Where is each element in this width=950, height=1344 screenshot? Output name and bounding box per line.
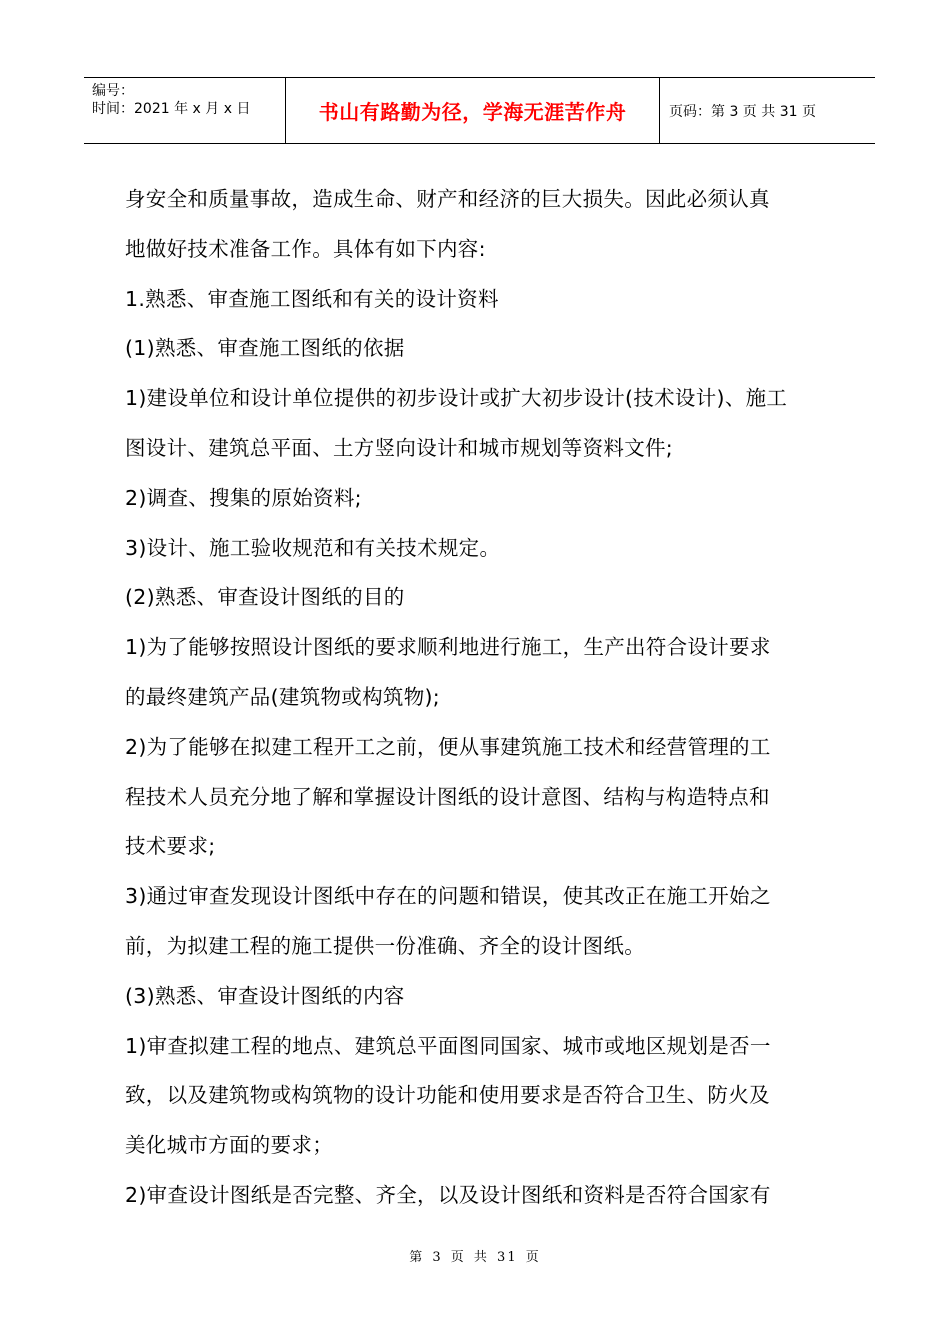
document-body [125, 175, 845, 1221]
body-line: 图设计、建筑总平面、土方竖向设计和城市规划等资料文件; [125, 435, 674, 460]
subsection-heading: (2)熟悉、审查设计图纸的目的 [125, 585, 405, 610]
header-meta [84, 78, 285, 143]
body-line: 3)设计、施工验收规范和有关技术规定。 [125, 535, 501, 560]
body-line: 技术要求; [125, 834, 216, 859]
body-line: 2)为了能够在拟建工程开工之前，便从事建筑施工技术和经营管理的工 [125, 734, 771, 759]
body-line: 地做好技术准备工作。具体有如下内容: [125, 236, 486, 261]
body-line: 美化城市方面的要求； [125, 1133, 333, 1158]
body-line: 1)审查拟建工程的地点、建筑总平面图同国家、城市或地区规划是否一 [125, 1033, 771, 1058]
subsection-heading: (3)熟悉、审查设计图纸的内容 [125, 983, 405, 1008]
subsection-heading: (1)熟悉、审查施工图纸的依据 [125, 336, 405, 361]
section-heading: 1.熟悉、审查施工图纸和有关的设计资料 [125, 286, 499, 311]
header-motto-cell [285, 78, 660, 143]
page-footer: 第 3 页 共 31 页 [409, 1250, 541, 1265]
body-line: 程技术人员充分地了解和掌握设计图纸的设计意图、结构与构造特点和 [125, 784, 770, 809]
body-line: 致，以及建筑物或构筑物的设计功能和使用要求是否符合卫生、防火及 [125, 1083, 770, 1108]
header-page-info: 页码：第 3 页 共 31 页 [669, 103, 816, 120]
body-line: 前，为拟建工程的施工提供一份准确、齐全的设计图纸。 [125, 933, 645, 958]
body-line: 3)通过审查发现设计图纸中存在的问题和错误，使其改正在施工开始之 [125, 884, 771, 909]
body-line: 2)审查设计图纸是否完整、齐全，以及设计图纸和资料是否符合国家有 [125, 1182, 771, 1207]
body-line: 1)为了能够按照设计图纸的要求顺利地进行施工，生产出符合设计要求 [125, 635, 771, 660]
body-line: 2)调查、搜集的原始资料; [125, 485, 362, 510]
document-number-label: 编号： [92, 83, 134, 99]
body-line: 1)建设单位和设计单位提供的初步设计或扩大初步设计(技术设计)、施工 [125, 386, 788, 411]
body-line: 的最终建筑产品(建筑物或构筑物); [125, 684, 441, 709]
document-time-label: 时间：2021 年 x 月 x 日 [92, 101, 251, 117]
page-header [84, 77, 875, 144]
header-motto: 书山有路勤为径，学海无涯苦作舟 [318, 100, 627, 124]
body-line: 身安全和质量事故，造成生命、财产和经济的巨大损失。因此必须认真 [125, 187, 770, 211]
